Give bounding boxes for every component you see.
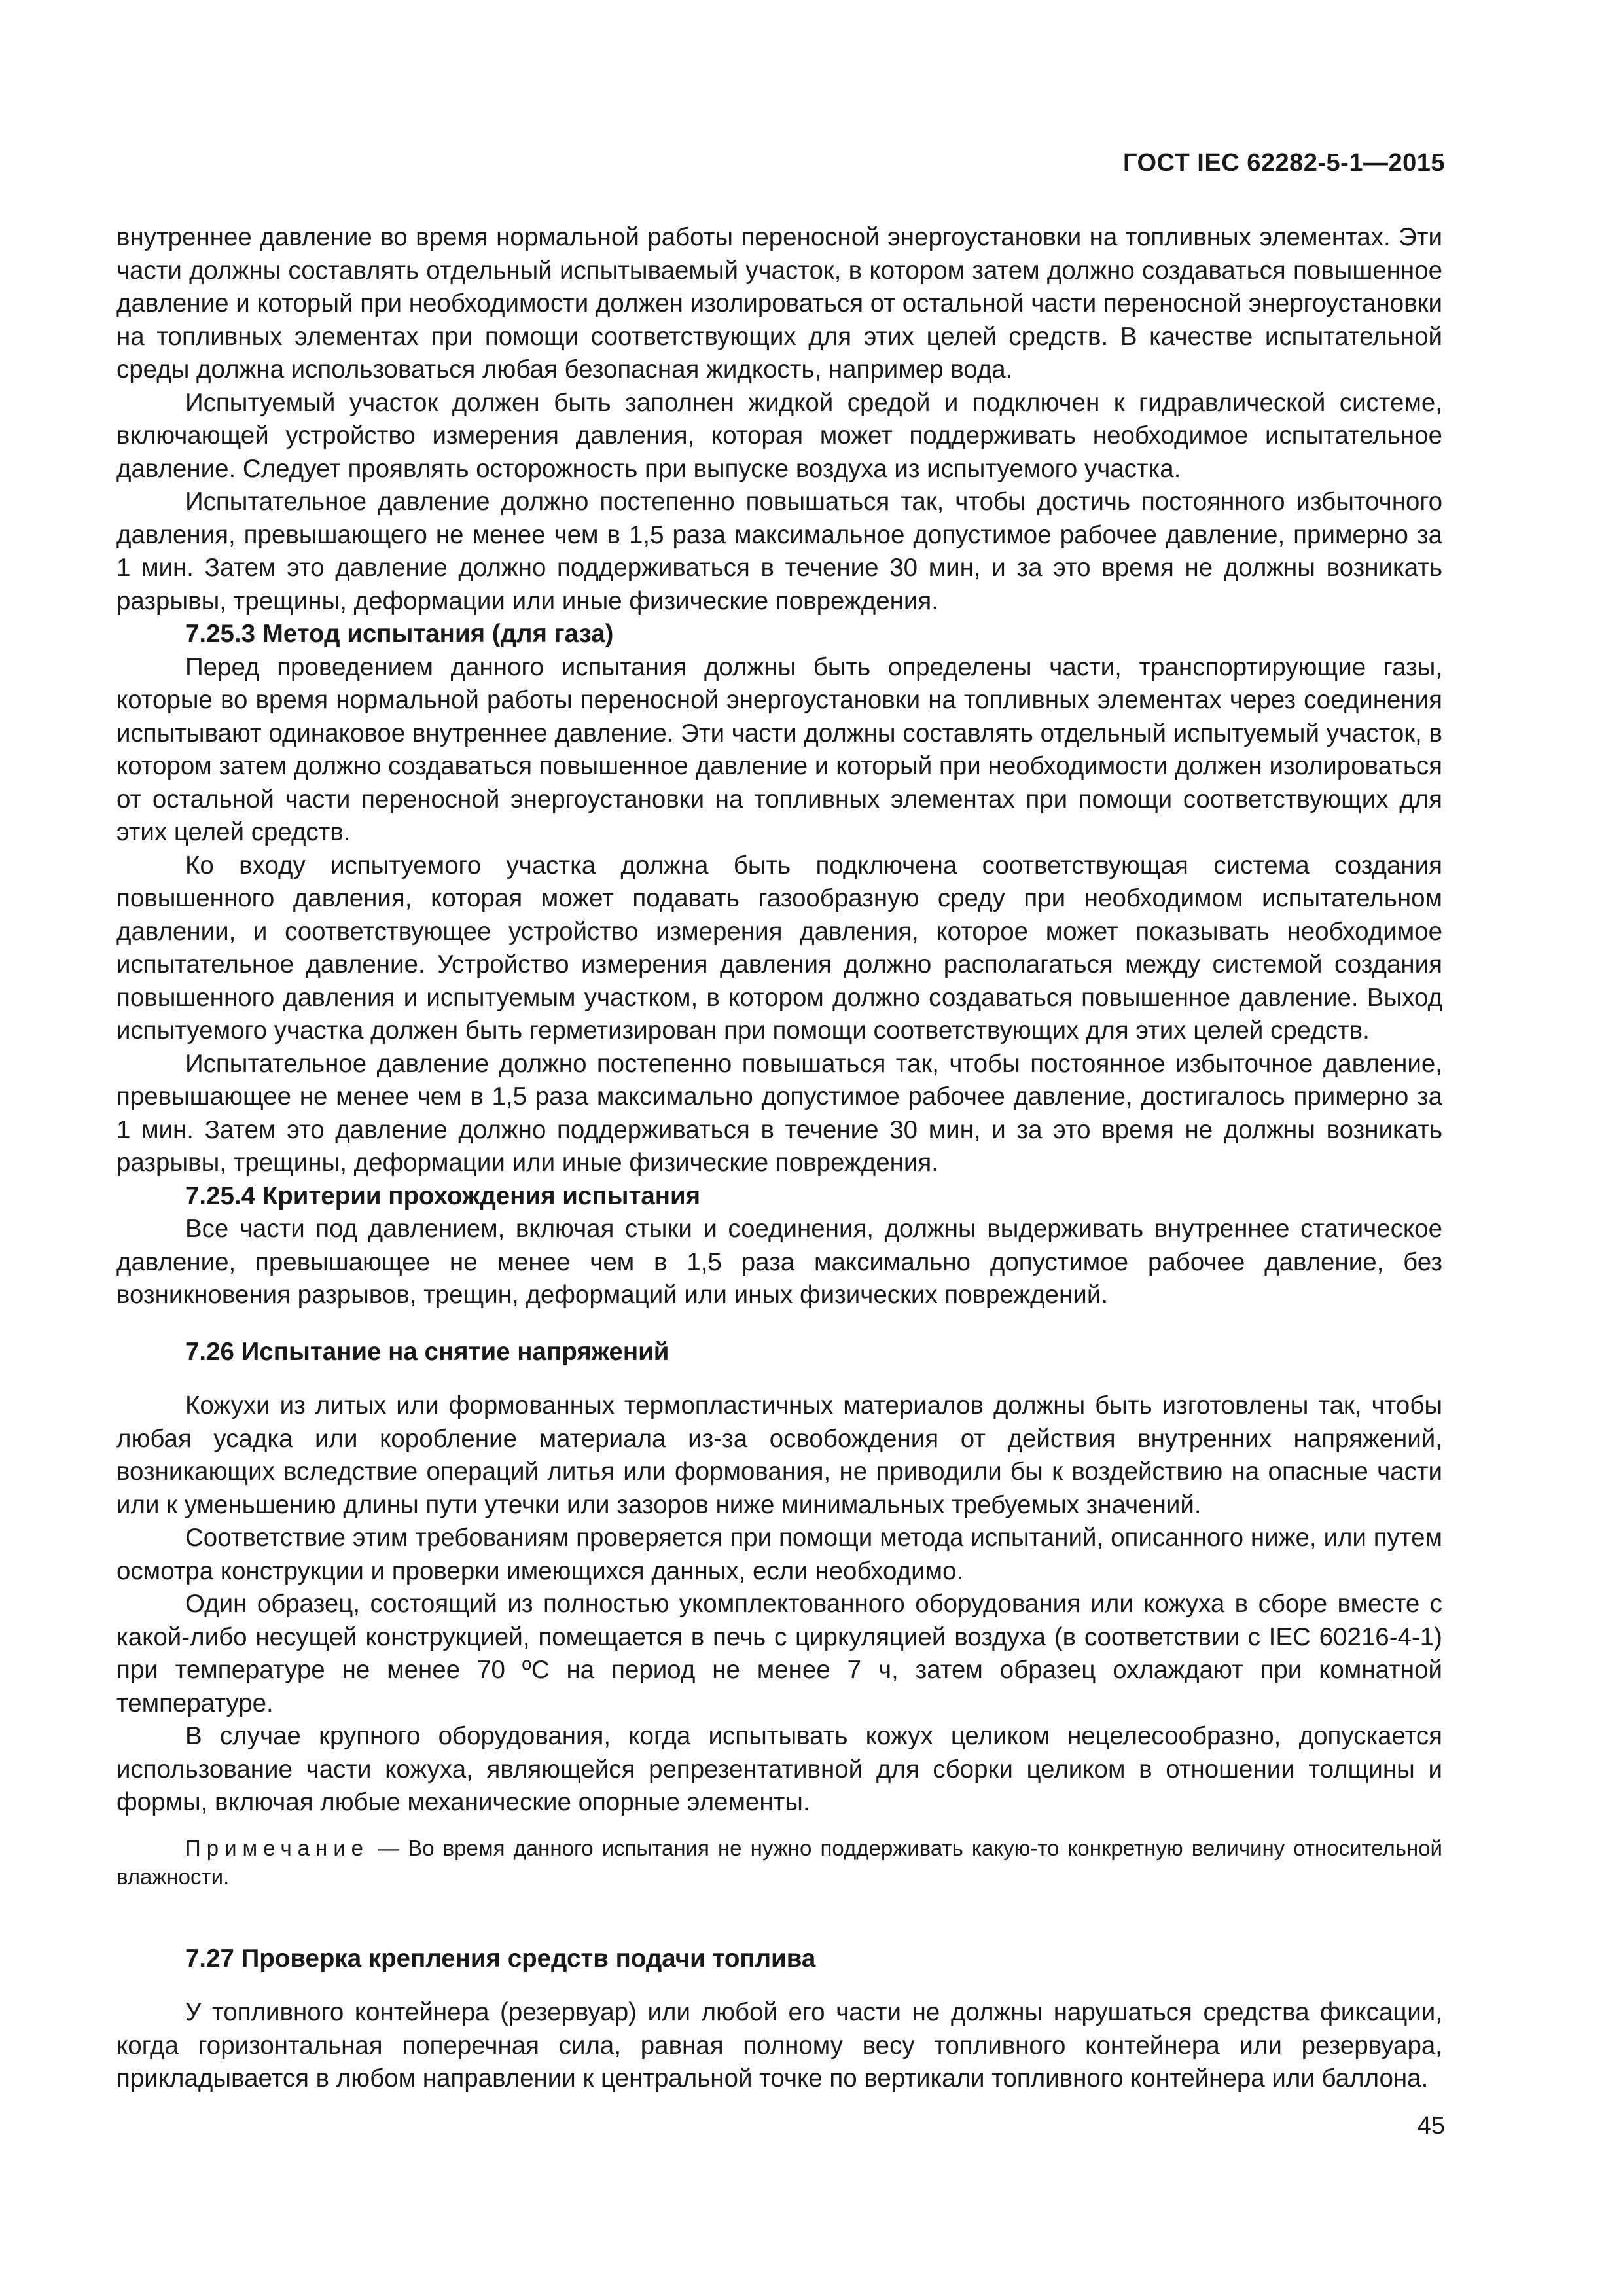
document-body	[116, 221, 1442, 2096]
document-code: ГОСТ IEC 62282-5-1—2015	[1122, 149, 1445, 177]
section-heading-7-25-3: 7.25.3 Метод испытания (для газа)	[185, 620, 614, 648]
paragraph: Испытуемый участок должен быть заполнен жидкой средой и подключен к гидравлической системе, включающей устройство измерения давления, которая может поддерживать необходимое испытательное давление. Следует проявлять осторожность при выпуске воздуха из испытуемого участка.	[116, 388, 1442, 483]
paragraph: внутреннее давление во время нормальной работы переносной энергоустановки на топливных элементах. Эти части должны составлять отдельный испытываемый участок, в котором затем должно создаваться повышенное давление и который при необходимости должен изолироваться от остальной части переносной энергоустановки на топливных элементах при помощи соответствующих для этих целей средств. В качестве испытательной среды должна использоваться любая безопасная жидкость, например вода.	[116, 223, 1442, 384]
paragraph: Ко входу испытуемого участка должна быть подключена соответствующая система создания повышенного давления, которая может подавать газообразную среду при необходимом испытательном давлении, и соответствующее устройство измерения давления, которое может показывать необходимое испытательное давление. Устройство измерения давления должно располагаться между системой создания повышенного давления и испытуемым участком, в котором должно создаваться повышенное давление. Выход испытуемого участка должен быть герметизирован при помощи соответствующих для этих целей средств.	[116, 851, 1442, 1045]
page-number: 45	[1417, 2112, 1445, 2140]
paragraph: В случае крупного оборудования, когда испытывать кожух целиком нецелесообразно, допускается использование части кожуха, являющейся репрезентативной для сборки целиком в отношении толщины и формы, включая любые механические опорные элементы.	[116, 1722, 1442, 1816]
paragraph: Все части под давлением, включая стыки и соединения, должны выдерживать внутреннее статическое давление, превышающее не менее чем в 1,5 раза максимально допустимое рабочее давление, без возникновения разрывов, трещин, деформаций или иных физических повреждений.	[116, 1215, 1442, 1309]
paragraph: Кожухи из литых или формованных термопластичных материалов должны быть изготовлены так, чтобы любая усадка или коробление материала из-за освобождения от действия внутренних напряжений, возникающих вследствие операций литья или формования, не приводили бы к воздействию на опасные части или к уменьшению длины пути утечки или зазоров ниже минимальных требуемых значений.	[116, 1391, 1442, 1519]
paragraph: Соответствие этим требованиям проверяется при помощи метода испытаний, описанного ниже, или путем осмотра конструкции и проверки имеющихся данных, если необходимо.	[116, 1524, 1442, 1585]
paragraph: У топливного контейнера (резервуар) или любой его части не должны нарушаться средства фиксации, когда горизонтальная поперечная сила, равная полному весу топливного контейнера или резервуара, прикладывается в любом направлении к центральной точке по вертикали топливного контейнера или баллона.	[116, 1998, 1442, 2092]
note-text: — Во время данного испытания не нужно поддерживать какую-то конкретную величину относительной влажности.	[116, 1835, 1442, 1889]
note-label: Примечание	[185, 1835, 370, 1860]
section-heading-7-27: 7.27 Проверка крепления средств подачи топлива	[185, 1944, 816, 1973]
paragraph: Испытательное давление должно постепенно повышаться так, чтобы достичь постоянного избыточного давления, превышающего не менее чем в 1,5 раза максимальное допустимое рабочее давление, примерно за 1 мин. Затем это давление должно поддерживаться в течение 30 мин, и за это время не должны возникать разрывы, трещины, деформации или иные физические повреждения.	[116, 488, 1442, 615]
section-heading-7-26: 7.26 Испытание на снятие напряжений	[185, 1337, 669, 1366]
paragraph: Испытательное давление должно постепенно повышаться так, чтобы постоянное избыточное давление, превышающее не менее чем в 1,5 раза максимально допустимое рабочее давление, достигалось примерно за 1 мин. Затем это давление должно поддерживаться в течение 30 мин, и за это время не должны возникать разрывы, трещины, деформации или иные физические повреждения.	[116, 1049, 1442, 1177]
note	[116, 1834, 1442, 1892]
paragraph: Перед проведением данного испытания должны быть определены части, транспортирующие газы, которые во время нормальной работы переносной энергоустановки на топливных элементах через соединения испытывают одинаковое внутреннее давление. Эти части должны составлять отдельный испытуемый участок, в котором затем должно создаваться повышенное давление и который при необходимости должен изолироваться от остальной части переносной энергоустановки на топливных элементах при помощи соответствующих для этих целей средств.	[116, 653, 1442, 846]
section-heading-7-25-4: 7.25.4 Критерии прохождения испытания	[185, 1181, 701, 1210]
paragraph: Один образец, состоящий из полностью укомплектованного оборудования или кожуха в сборе вместе с какой-либо несущей конструкцией, помещается в печь с циркуляцией воздуха (в соответствии с IEC 60216-4-1) при температуре не менее 70 ºС на период не менее 7 ч, затем образец охлаждают при комнатной температуре.	[116, 1590, 1442, 1717]
